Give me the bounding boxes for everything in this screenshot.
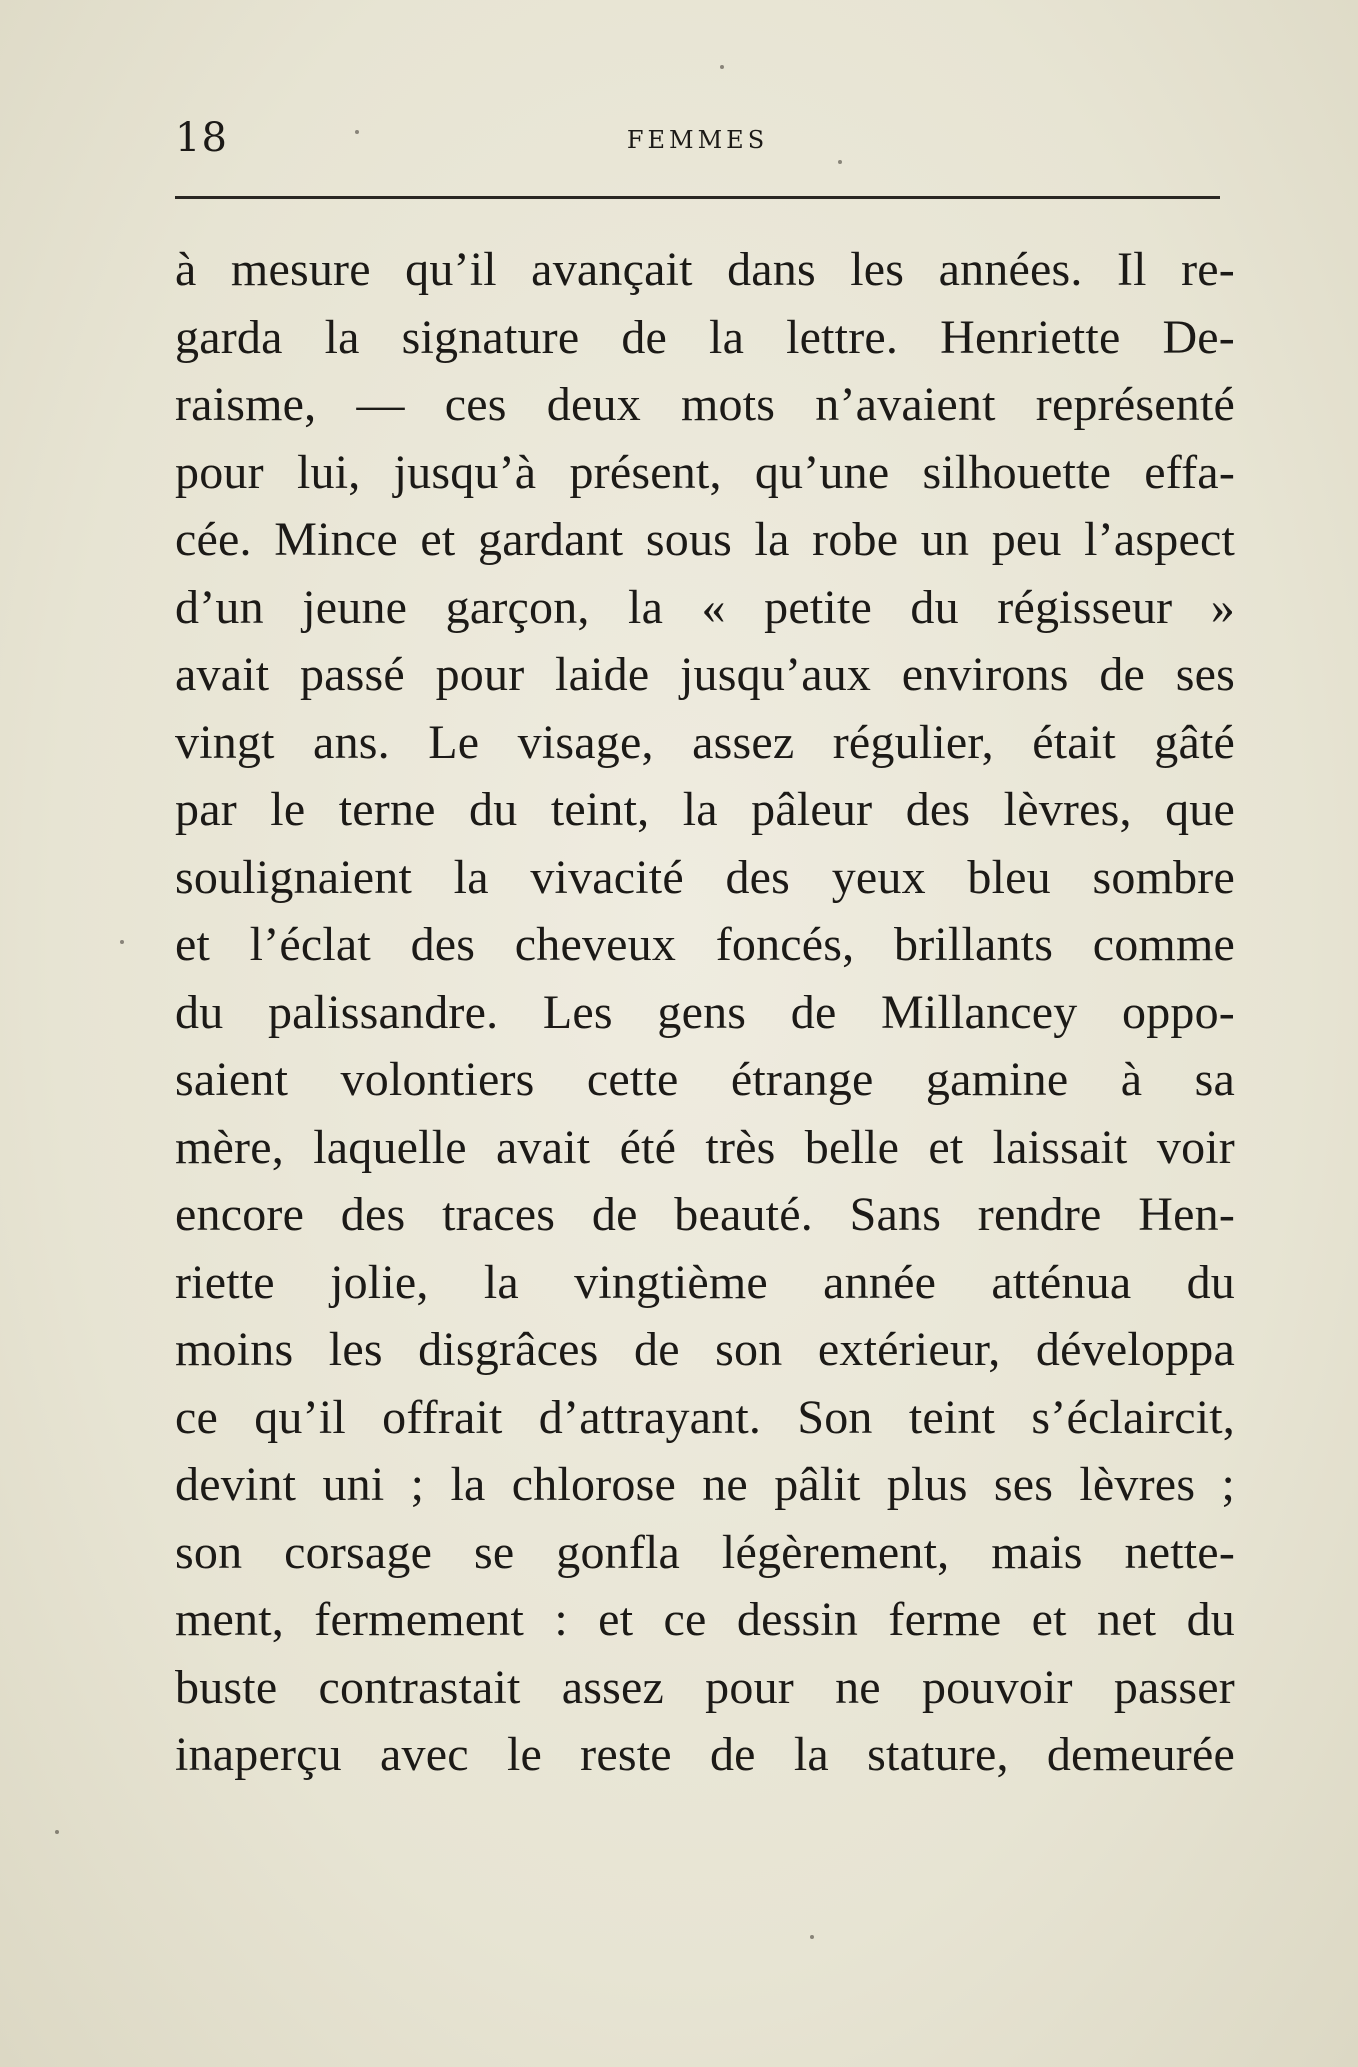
text-line: buste contrastait assez pour ne pouvoir passer: [175, 1660, 1235, 1714]
running-title: FEMMES: [626, 126, 769, 154]
text-line: ce qu’il offrait d’attrayant. Son teint s’éclaircit,: [175, 1390, 1235, 1444]
header-rule: [175, 196, 1220, 199]
paper-speck: [810, 1935, 814, 1939]
text-line: pour lui, jusqu’à présent, qu’une silhouette effa-: [175, 445, 1235, 499]
text-line: ment, fermement : et ce dessin ferme et net du: [175, 1593, 1235, 1646]
paper-speck: [838, 160, 842, 164]
page-header: [175, 110, 1220, 170]
text-line: vingt ans. Le visage, assez régulier, était gâté: [175, 715, 1235, 769]
text-line: saient volontiers cette étrange gamine à sa: [175, 1053, 1235, 1106]
text-line: cée. Mince et gardant sous la robe un peu l’aspect: [175, 513, 1235, 566]
paper-speck: [355, 130, 359, 134]
paper-speck: [55, 1830, 59, 1834]
page-number: 18: [175, 115, 228, 161]
paper-speck: [120, 940, 124, 944]
body-text: [175, 236, 1235, 1789]
text-line: d’un jeune garçon, la « petite du régisseur »: [175, 580, 1235, 634]
text-line: moins les disgrâces de son extérieur, développa: [175, 1323, 1235, 1376]
text-line: par le terne du teint, la pâleur des lèvres, que: [175, 783, 1235, 836]
text-line: garda la signature de la lettre. Henriette De-: [175, 310, 1235, 364]
text-line: et l’éclat des cheveux foncés, brillants comme: [175, 918, 1235, 971]
text-line: devint uni ; la chlorose ne pâlit plus ses lèvres ;: [175, 1458, 1235, 1511]
text-line: avait passé pour laide jusqu’aux environs de ses: [175, 648, 1235, 701]
paper-speck: [720, 65, 724, 69]
text-line: riette jolie, la vingtième année atténua du: [175, 1255, 1235, 1309]
text-line: son corsage se gonfla légèrement, mais nette-: [175, 1525, 1235, 1579]
text-line: du palissandre. Les gens de Millancey oppo-: [175, 985, 1235, 1039]
text-line: à mesure qu’il avançait dans les années. Il re-: [175, 243, 1235, 296]
text-line: mère, laquelle avait été très belle et laissait voir: [175, 1120, 1235, 1174]
text-line: soulignaient la vivacité des yeux bleu sombre: [175, 850, 1235, 904]
text-line: encore des traces de beauté. Sans rendre Hen-: [175, 1188, 1235, 1241]
text-line: raisme, — ces deux mots n’avaient représenté: [175, 378, 1235, 431]
text-line: inaperçu avec le reste de la stature, demeurée: [175, 1728, 1235, 1781]
